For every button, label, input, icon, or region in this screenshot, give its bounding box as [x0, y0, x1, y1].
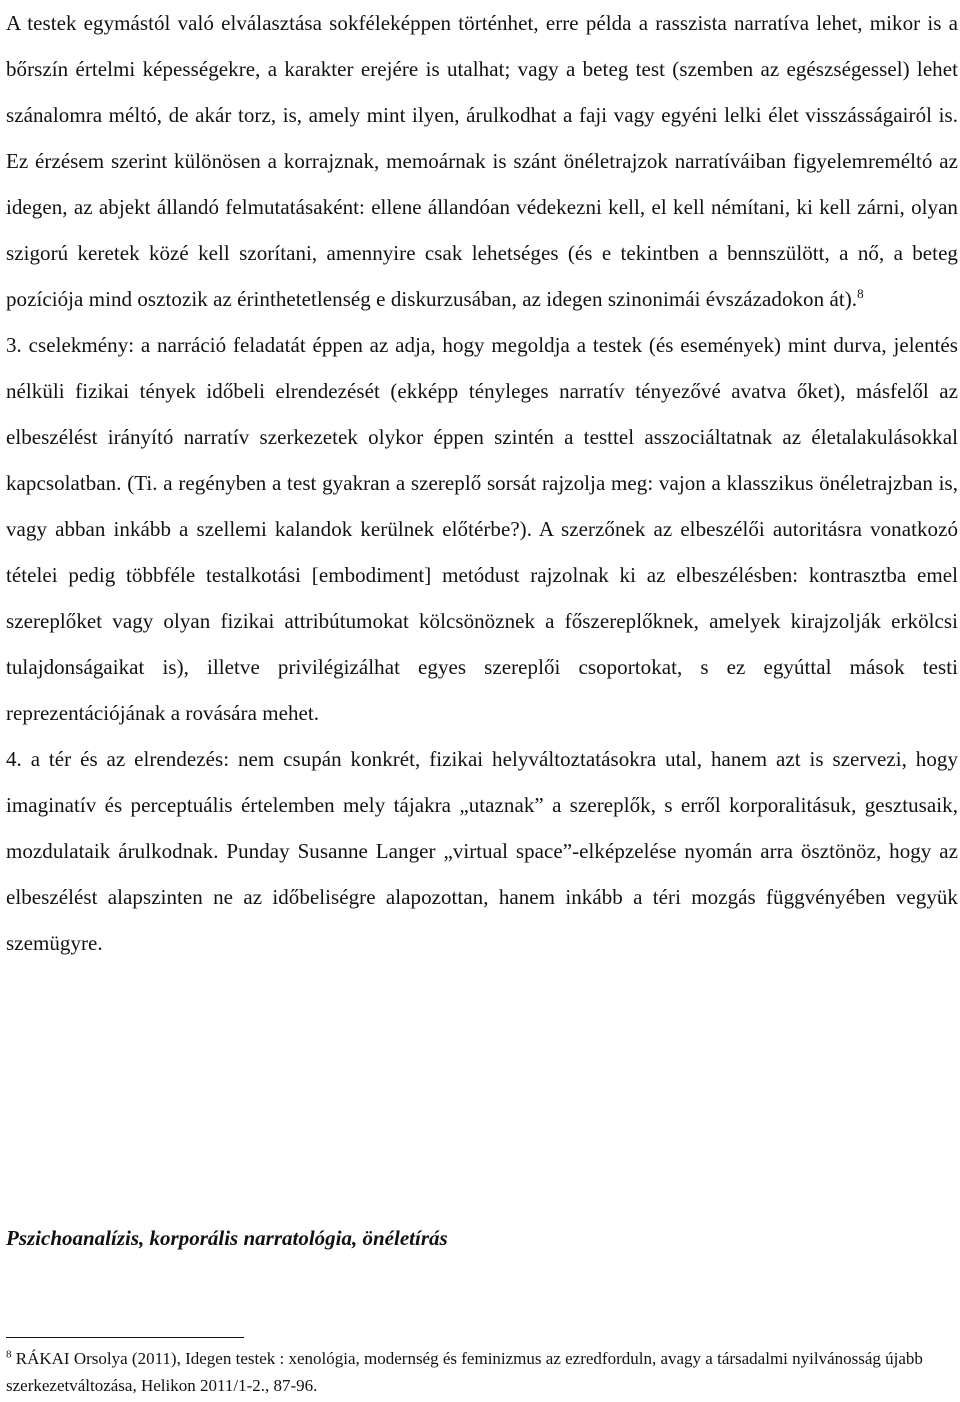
paragraph-plot: 3. cselekmény: a narráció feladatát éppen az adja, hogy megoldja a testek (és események) mint durva, jelentés nélküli fizikai tények időbeli elrendezését (ekképp tényleges narratív tényezővé avatva őket), másfelől az elbeszélést irányító narratív szerkezetek olykor éppen szintén a testtel asszociáltatnak az életalakulásokkal kapcsolatban. (Ti. a regényben a test gyakran a szereplő sorsát rajzolja meg: vajon a klasszikus önéletrajzban is, vagy abban inkább a szellemi kalandok kerülnek előtérbe?). A szerzőnek az elbeszélői autoritásra vonatkozó tételei pedig többféle testalkotási [embodiment] metódust rajzolnak ki az elbeszélésben: kontrasztba emel szereplőket vagy olyan fizikai attribútumokat kölcsönöznek a főszereplőknek, amelyek kirajzolják erkölcsi tulajdonságaikat is), illetve privilégizálhat egyes szereplői csoportokat, s ez egyúttal mások testi reprezentációjának a rovására mehet. [6, 333, 958, 725]
footnote-divider [6, 1337, 244, 1338]
paragraph-space: 4. a tér és az elrendezés: nem csupán konkrét, fizikai helyváltoztatásokra utal, hanem azt is szervezi, hogy imaginatív és perceptuális értelemben mely tájakra „utaznak” a szereplők, s erről korporalitásuk, gesztusaik, mozdulataik árulkodnak. Punday Susanne Langer „virtual space”-elképzelése nyomán arra ösztönöz, hogy az elbeszélést alapszinten ne az időbeliségre alapozottan, hanem inkább a téri mozgás függvényében vegyük szemügyre. [6, 747, 958, 955]
document-page [6, 0, 958, 1395]
paragraph-1-text: A testek egymástól való elválasztása sokféleképpen történhet, erre példa a rasszista narratíva lehet, mikor is a bőrszín értelmi képességekre, a karakter erejére is utalhat; vagy a beteg test (szemben az egészségessel) lehet szánalomra méltó, de akár torz, is, amely mint ilyen, árulkodhat a faji vagy egyéni lelki élet visszásságairól is. Ez érzésem szerint különösen a korrajznak, memoárnak is szánt önéletrajzok narratíváiban figyelemreméltó az idegen, az abjekt állandó felmutatásaként: ellene állandóan védekezni kell, el kell némítani, ki kell zárni, olyan szigorú keretek közé kell szorítani, amennyire csak lehetséges (és e tekintben a bennszülött, a nő, a beteg pozíciója mind osztozik az érinthetetlenség e diskurzusában, az idegen szinonimái évszázadokon át). [6, 11, 958, 311]
footnote-reference[interactable]: 8 [857, 286, 864, 301]
footnote [6, 1345, 952, 1399]
footnote-mark: 8 [6, 1348, 12, 1361]
footnote-text: RÁKAI Orsolya (2011), Idegen testek : xenológia, modernség és feminizmus az ezredforduln, avagy a társadalmi nyilvánosság újabb szerkezetváltozása, Helikon 2011/1-2., 87-96. [6, 1349, 923, 1395]
section-heading: Pszichoanalízis, korporális narratológia, önéletírás [6, 1226, 448, 1250]
body-text [6, 0, 958, 966]
paragraph-racist-narrative [6, 0, 958, 322]
